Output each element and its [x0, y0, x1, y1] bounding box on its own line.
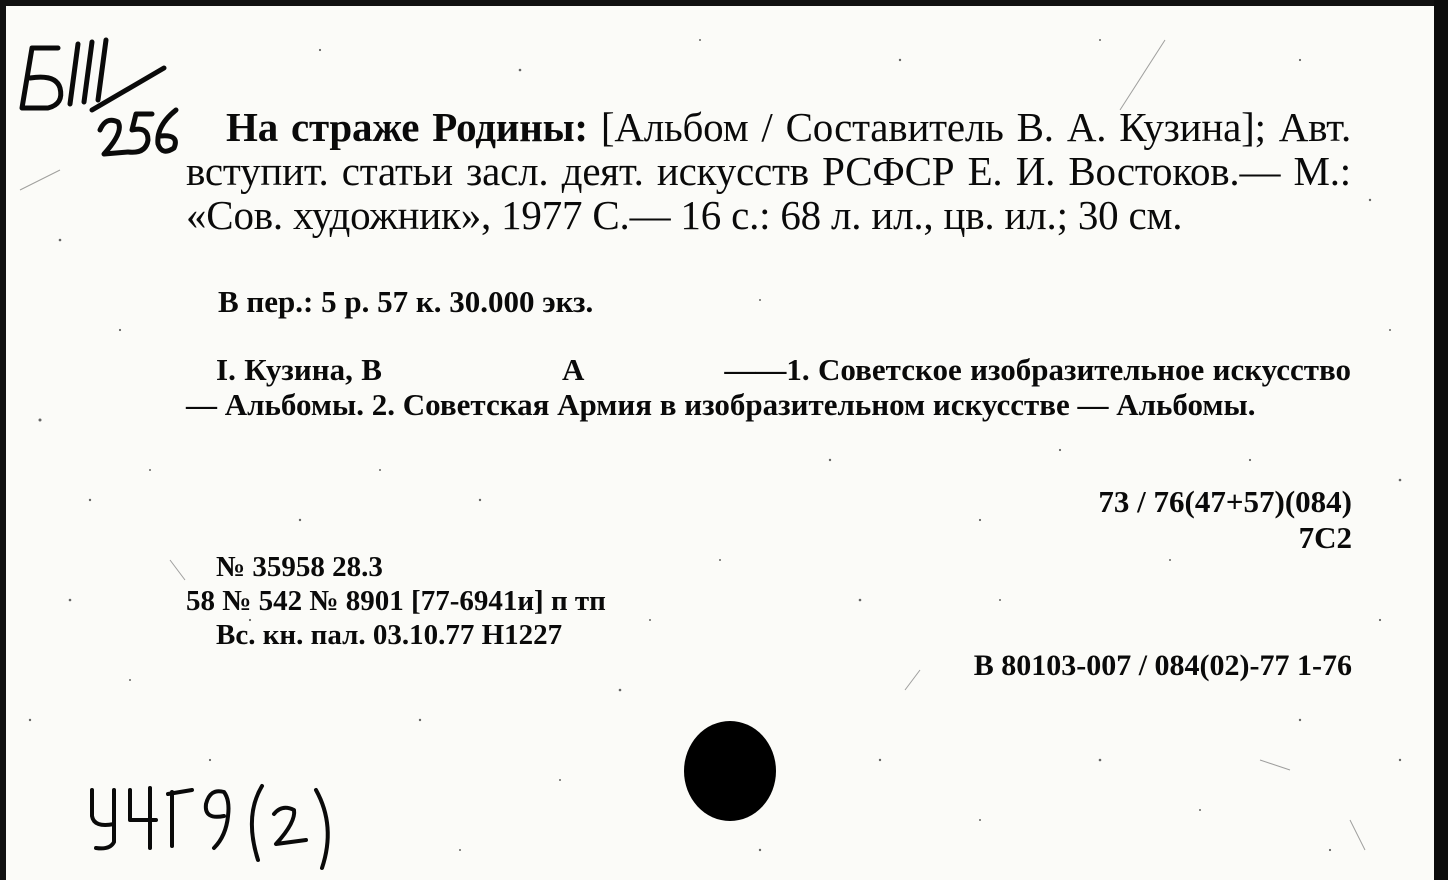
imprint-line-2: 58 № 542 № 8901 [77-6941и] п тп: [186, 585, 606, 617]
catalog-code: В 80103-007 / 084(02)-77 1-76: [973, 649, 1352, 682]
classification-block: [1098, 484, 1352, 556]
description-body: [Альбом / Составитель В. А. Кузина]; Авт. вступит. статьи засл. деят. искусств РСФСР Е. И. Востоков.— М.: «Сов. художник», 1977 С.— 16 с.: 68 л. ил., цв. ил.; 30 см.: [186, 104, 1351, 238]
subject-headings: [186, 352, 1351, 422]
imprint-block: [186, 550, 606, 652]
classification-index: 73 / 76(47+57)(084): [1098, 484, 1352, 519]
title-lead: На страже Родины:: [226, 104, 588, 150]
handwritten-shelfmark: [8, 30, 198, 160]
author-mark: 7С2: [1298, 520, 1352, 555]
imprint-line-3: Вс. кн. пал. 03.10.77 Н1227: [216, 619, 563, 651]
handwritten-inventory-mark: [84, 776, 354, 872]
imprint-line-1: № 35958 28.3: [216, 551, 383, 583]
added-entry-name: I. Кузина, В: [216, 352, 382, 387]
bibliographic-description: [186, 105, 1351, 237]
price-line: В пер.: 5 р. 57 к. 30.000 экз.: [218, 284, 594, 319]
card-punch-hole: [684, 721, 776, 821]
subject-list: ——1. Советское изобразительное искусство — Альбомы. 2. Советская Армия в изобразительном искусстве — Альбомы.: [186, 352, 1351, 422]
added-entry-initial: А: [561, 352, 585, 387]
